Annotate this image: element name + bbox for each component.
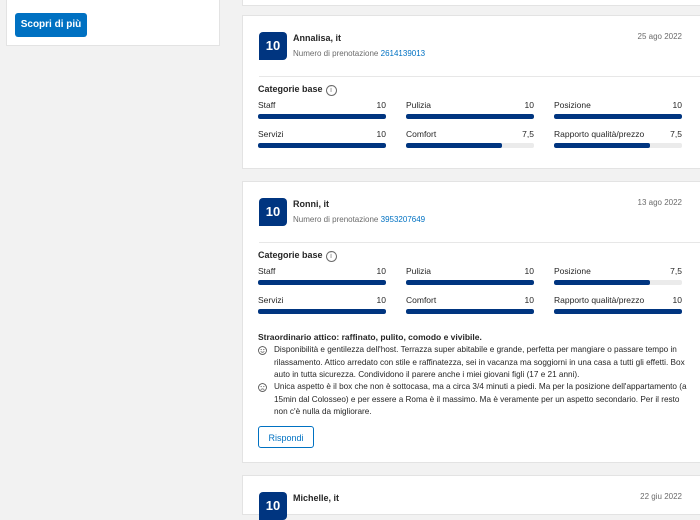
category-label: Servizi — [258, 295, 284, 305]
review-date: 13 ago 2022 — [637, 198, 682, 207]
category-value: 7,5 — [670, 129, 682, 139]
category-bar-fill — [554, 309, 682, 314]
review-card — [242, 475, 700, 515]
category-bar-fill — [258, 114, 386, 119]
category-value: 10 — [376, 266, 386, 276]
category-grid — [258, 100, 688, 170]
category-item — [554, 295, 682, 325]
review-date: 25 ago 2022 — [637, 32, 682, 41]
review-title: Straordinario attico: raffinato, pulito, comodo e vivibile. — [258, 332, 482, 342]
category-label: Posizione — [554, 266, 591, 276]
info-icon[interactable]: i — [326, 251, 337, 262]
booking-number-row — [293, 49, 425, 58]
category-item — [258, 295, 386, 325]
category-label: Pulizia — [406, 266, 432, 276]
category-bar-fill — [406, 309, 534, 314]
category-bar-fill — [258, 309, 386, 314]
info-icon[interactable]: i — [326, 85, 337, 96]
frown-icon — [258, 383, 267, 392]
booking-number-row — [293, 215, 425, 224]
category-value: 10 — [524, 295, 534, 305]
review-score-badge: 10 — [259, 32, 287, 60]
category-bar — [258, 114, 386, 119]
review-card — [242, 15, 700, 169]
reviewer-name: Michelle, it — [293, 493, 340, 503]
category-bar — [406, 280, 534, 285]
category-label: Staff — [258, 266, 276, 276]
review-positive-text: Disponibilità e gentilezza dell'host. Terrazza super abitabile e grande, perfetta per mangiare o passare tempo in rilassamento. Attico arredato con stile e raffinatezza, sei in vacanza ma soggiorni in una casa a tutti gli effetti. Box auto in tutta sicurezza. Condividono il parere anche i miei giovani figli (17 e 21 anni). — [274, 345, 685, 379]
category-value: 10 — [672, 100, 682, 110]
category-label: Servizi — [258, 129, 284, 139]
category-label: Pulizia — [406, 100, 432, 110]
review-score-badge: 10 — [259, 492, 287, 520]
promo-panel — [6, 0, 220, 46]
category-item — [406, 295, 534, 325]
category-value: 7,5 — [522, 129, 534, 139]
category-item — [554, 100, 682, 130]
review-date: 22 giu 2022 — [640, 492, 682, 501]
category-bar — [258, 280, 386, 285]
category-bar-fill — [554, 114, 682, 119]
category-bar — [406, 309, 534, 314]
booking-number-link[interactable]: 2614139013 — [380, 49, 426, 58]
category-item — [406, 100, 534, 130]
category-item — [406, 129, 534, 159]
category-label: Rapporto qualità/prezzo — [554, 129, 645, 139]
category-value: 10 — [376, 295, 386, 305]
category-bar-fill — [406, 280, 534, 285]
review-score-badge: 10 — [259, 198, 287, 226]
category-label: Posizione — [554, 100, 591, 110]
category-heading — [258, 84, 337, 96]
category-bar-fill — [258, 280, 386, 285]
category-bar-fill — [258, 143, 386, 148]
discover-more-button[interactable]: Scopri di più — [15, 13, 87, 37]
category-bar — [258, 143, 386, 148]
category-bar — [258, 309, 386, 314]
review-card — [242, 181, 700, 463]
category-heading-label: Categorie base — [258, 250, 323, 260]
review-negative-text: Unica aspetto è il box che non è sottocasa, ma a circa 3/4 minuti a piedi. Ma per la posizione dell'appartamento (a 15min dal Colosseo) e per essere a Roma è il massimo. Ma è veramente per un aspetto secondario. Per il resto non c'è nulla da migliorare. — [274, 382, 687, 416]
category-bar-fill — [406, 143, 502, 148]
category-bar — [554, 143, 682, 148]
reviewer-name: Annalisa, it — [293, 33, 342, 43]
category-item — [258, 266, 386, 296]
category-bar — [406, 143, 534, 148]
category-bar-fill — [554, 143, 650, 148]
category-label: Rapporto qualità/prezzo — [554, 295, 645, 305]
divider — [259, 76, 700, 77]
category-bar-fill — [406, 114, 534, 119]
category-bar — [554, 280, 682, 285]
smile-icon — [258, 346, 267, 355]
category-value: 10 — [524, 266, 534, 276]
category-value: 7,5 — [670, 266, 682, 276]
category-heading-label: Categorie base — [258, 84, 323, 94]
reviewer-name: Ronni, it — [293, 199, 329, 209]
category-grid — [258, 266, 688, 336]
reply-button[interactable]: Rispondi — [258, 426, 314, 448]
category-item — [554, 266, 682, 296]
booking-number-label: Numero di prenotazione — [293, 49, 379, 58]
category-item — [406, 266, 534, 296]
category-item — [258, 129, 386, 159]
booking-number-label: Numero di prenotazione — [293, 215, 379, 224]
category-bar — [554, 114, 682, 119]
category-bar-fill — [554, 280, 650, 285]
category-label: Comfort — [406, 129, 437, 139]
review-card-partial-top — [242, 0, 700, 6]
category-value: 10 — [524, 100, 534, 110]
category-bar — [554, 309, 682, 314]
category-label: Staff — [258, 100, 276, 110]
category-value: 10 — [376, 100, 386, 110]
divider — [259, 242, 700, 243]
category-value: 10 — [672, 295, 682, 305]
category-item — [258, 100, 386, 130]
category-item — [554, 129, 682, 159]
category-label: Comfort — [406, 295, 437, 305]
category-bar — [406, 114, 534, 119]
category-value: 10 — [376, 129, 386, 139]
category-heading — [258, 250, 337, 262]
booking-number-link[interactable]: 3953207649 — [380, 215, 426, 224]
